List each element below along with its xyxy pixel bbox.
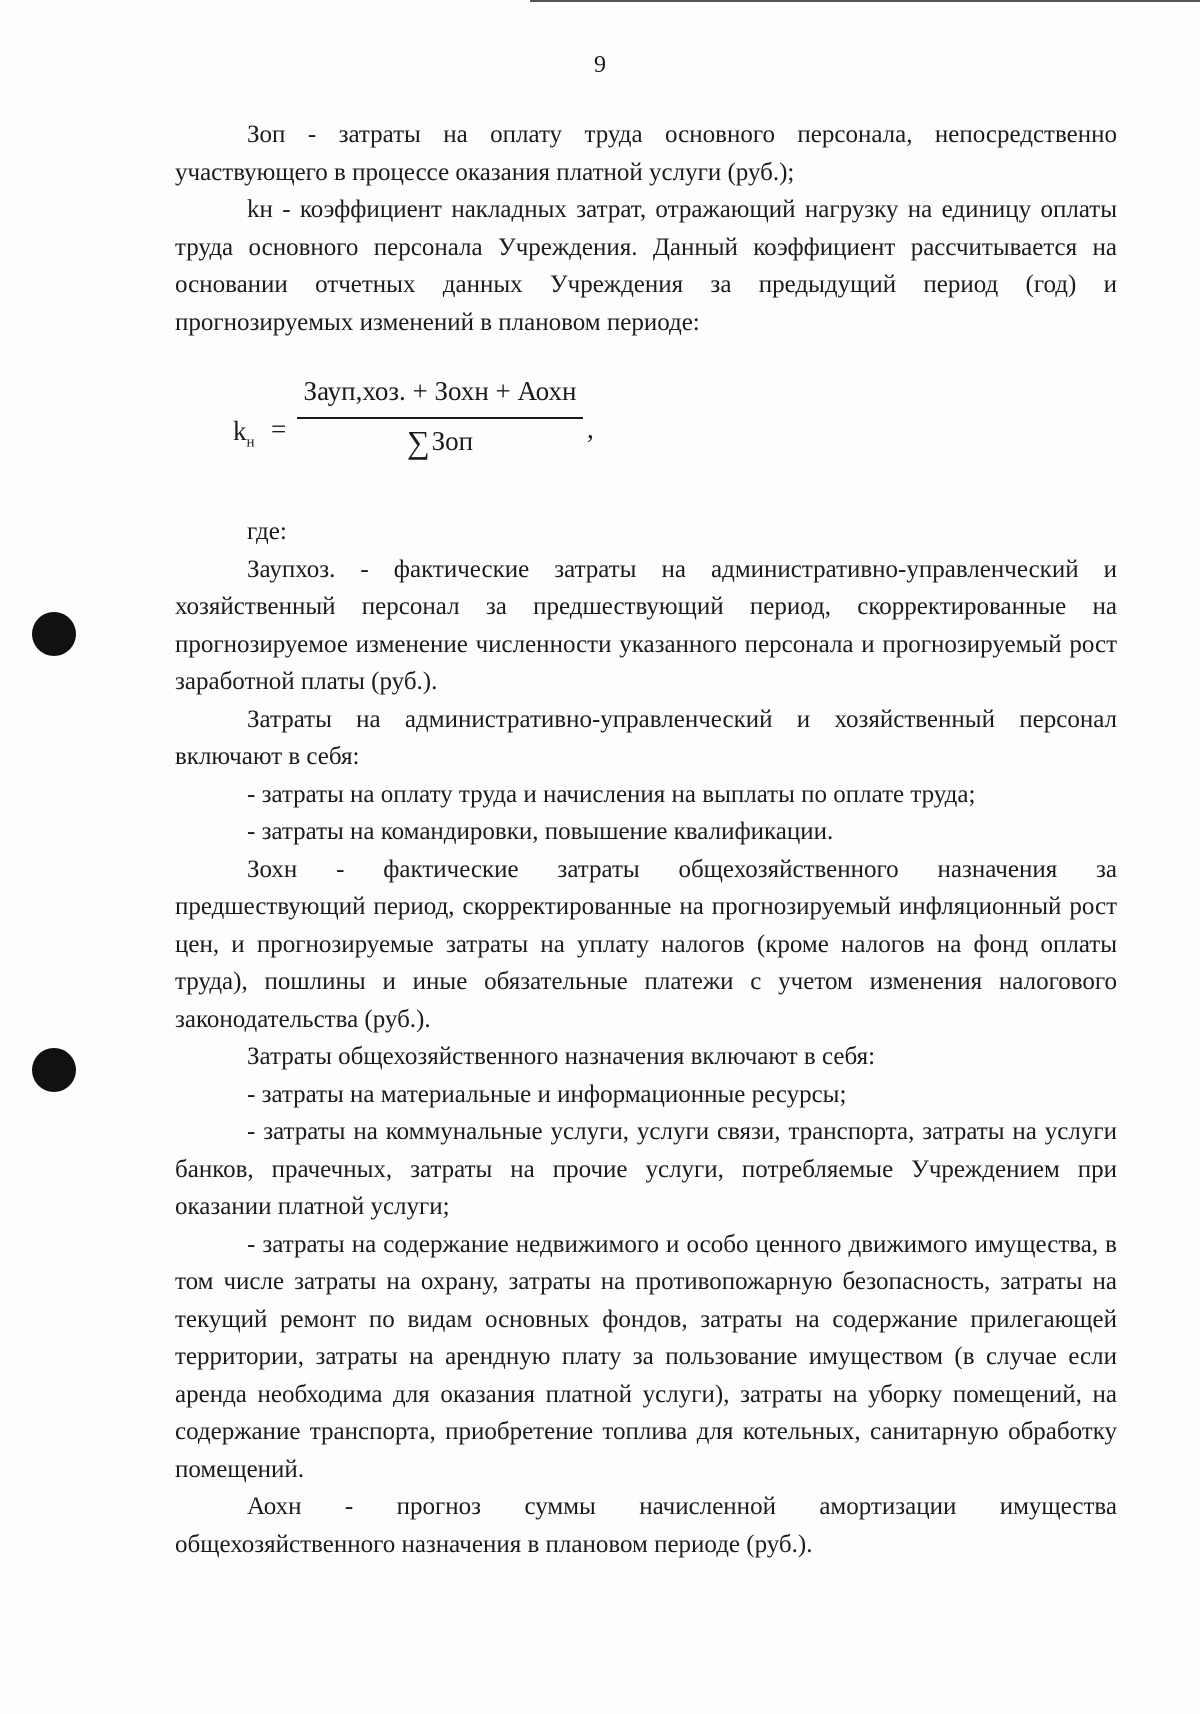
list-item: - затраты на материальные и информационные ресурсы;: [247, 1080, 847, 1108]
list-item: - затраты на оплату труда и начисления на выплаты по оплате труда;: [247, 780, 976, 808]
paragraph-admin-costs-intro: Затраты на административно-управленческий и хозяйственный персонал включают в себя:: [175, 705, 1117, 770]
paragraph-zaup-definition: Заупхоз. - фактические затраты на административно-управленческий и хозяйственный персонал за предшествующий период, скорректированные на прогнозируемое изменение численности указанного персонала и прогнозируемый рост заработной платы (руб.).: [175, 555, 1117, 695]
sum-icon: ∑: [406, 424, 430, 460]
paragraph-aohn-definition: Аохн - прогноз суммы начисленной амортизации имущества общехозяйственного назначения в плановом периоде (руб.).: [175, 1493, 1117, 1558]
formula-trailing-comma: ,: [587, 414, 594, 444]
list-item: - затраты на коммунальные услуги, услуги связи, транспорта, затраты на услуги банков, прачечных, затраты на прочие услуги, потребляемые Учреждением при оказании платной услуги;: [175, 1118, 1117, 1220]
overhead-coefficient-formula: [175, 373, 1117, 491]
list-item: - затраты на содержание недвижимого и особо ценного движимого имущества, в том числе затраты на охрану, затраты на противопожарную безопасность, затраты на текущий ремонт по видам основных фондов, затраты на содержание прилегающей территории, затраты на арендную плату за пользование имуществом (в случае если аренда необходима для оказания платной услуги), затраты на уборку помещений, на содержание транспорта, приобретение топлива для котельных, санитарную обработку помещений.: [175, 1230, 1117, 1483]
formula-equals: =: [271, 414, 287, 444]
paragraph-zohn-definition: Зохн - фактические затраты общехозяйственного назначения за предшествующий период, скорректированные на прогнозируемый инфляционный рост цен, и прогнозируемые затраты на уплату налогов (кроме налогов на фонд оплаты труда), пошлины и иные обязательные платежи с учетом изменения налогового законодательства (руб.).: [175, 855, 1117, 1033]
formula-denominator: ∑Зоп: [406, 424, 474, 460]
punch-hole: [32, 1048, 76, 1092]
paragraph-zop-definition: Зоп - затраты на оплату труда основного персонала, непосредственно участвующего в процессе оказания платной услуги (руб.);: [175, 121, 1117, 186]
paragraph-kn-definition: kн - коэффициент накладных затрат, отражающий нагрузку на единицу оплаты труда основного персонала Учреждения. Данный коэффициент рассчитывается на основании отчетных данных Учреждения за предыдущий период (год) и прогнозируемых изменений в плановом периоде:: [175, 196, 1117, 336]
formula-lhs: $k_н$: [233, 416, 255, 451]
list-item: - затраты на командировки, повышение квалификации.: [247, 818, 834, 845]
formula-numerator: Зауп,хоз. + Зохн + Аохн: [303, 376, 577, 406]
punch-hole: [32, 612, 76, 656]
document-body: [175, 116, 1117, 1563]
page-number: 9: [594, 52, 606, 78]
fraction-bar: [297, 417, 583, 419]
paragraph-where: где:: [247, 518, 287, 545]
scan-edge-line: [530, 0, 1200, 2]
paragraph-general-costs-intro: Затраты общехозяйственного назначения включают в себя:: [247, 1043, 876, 1070]
